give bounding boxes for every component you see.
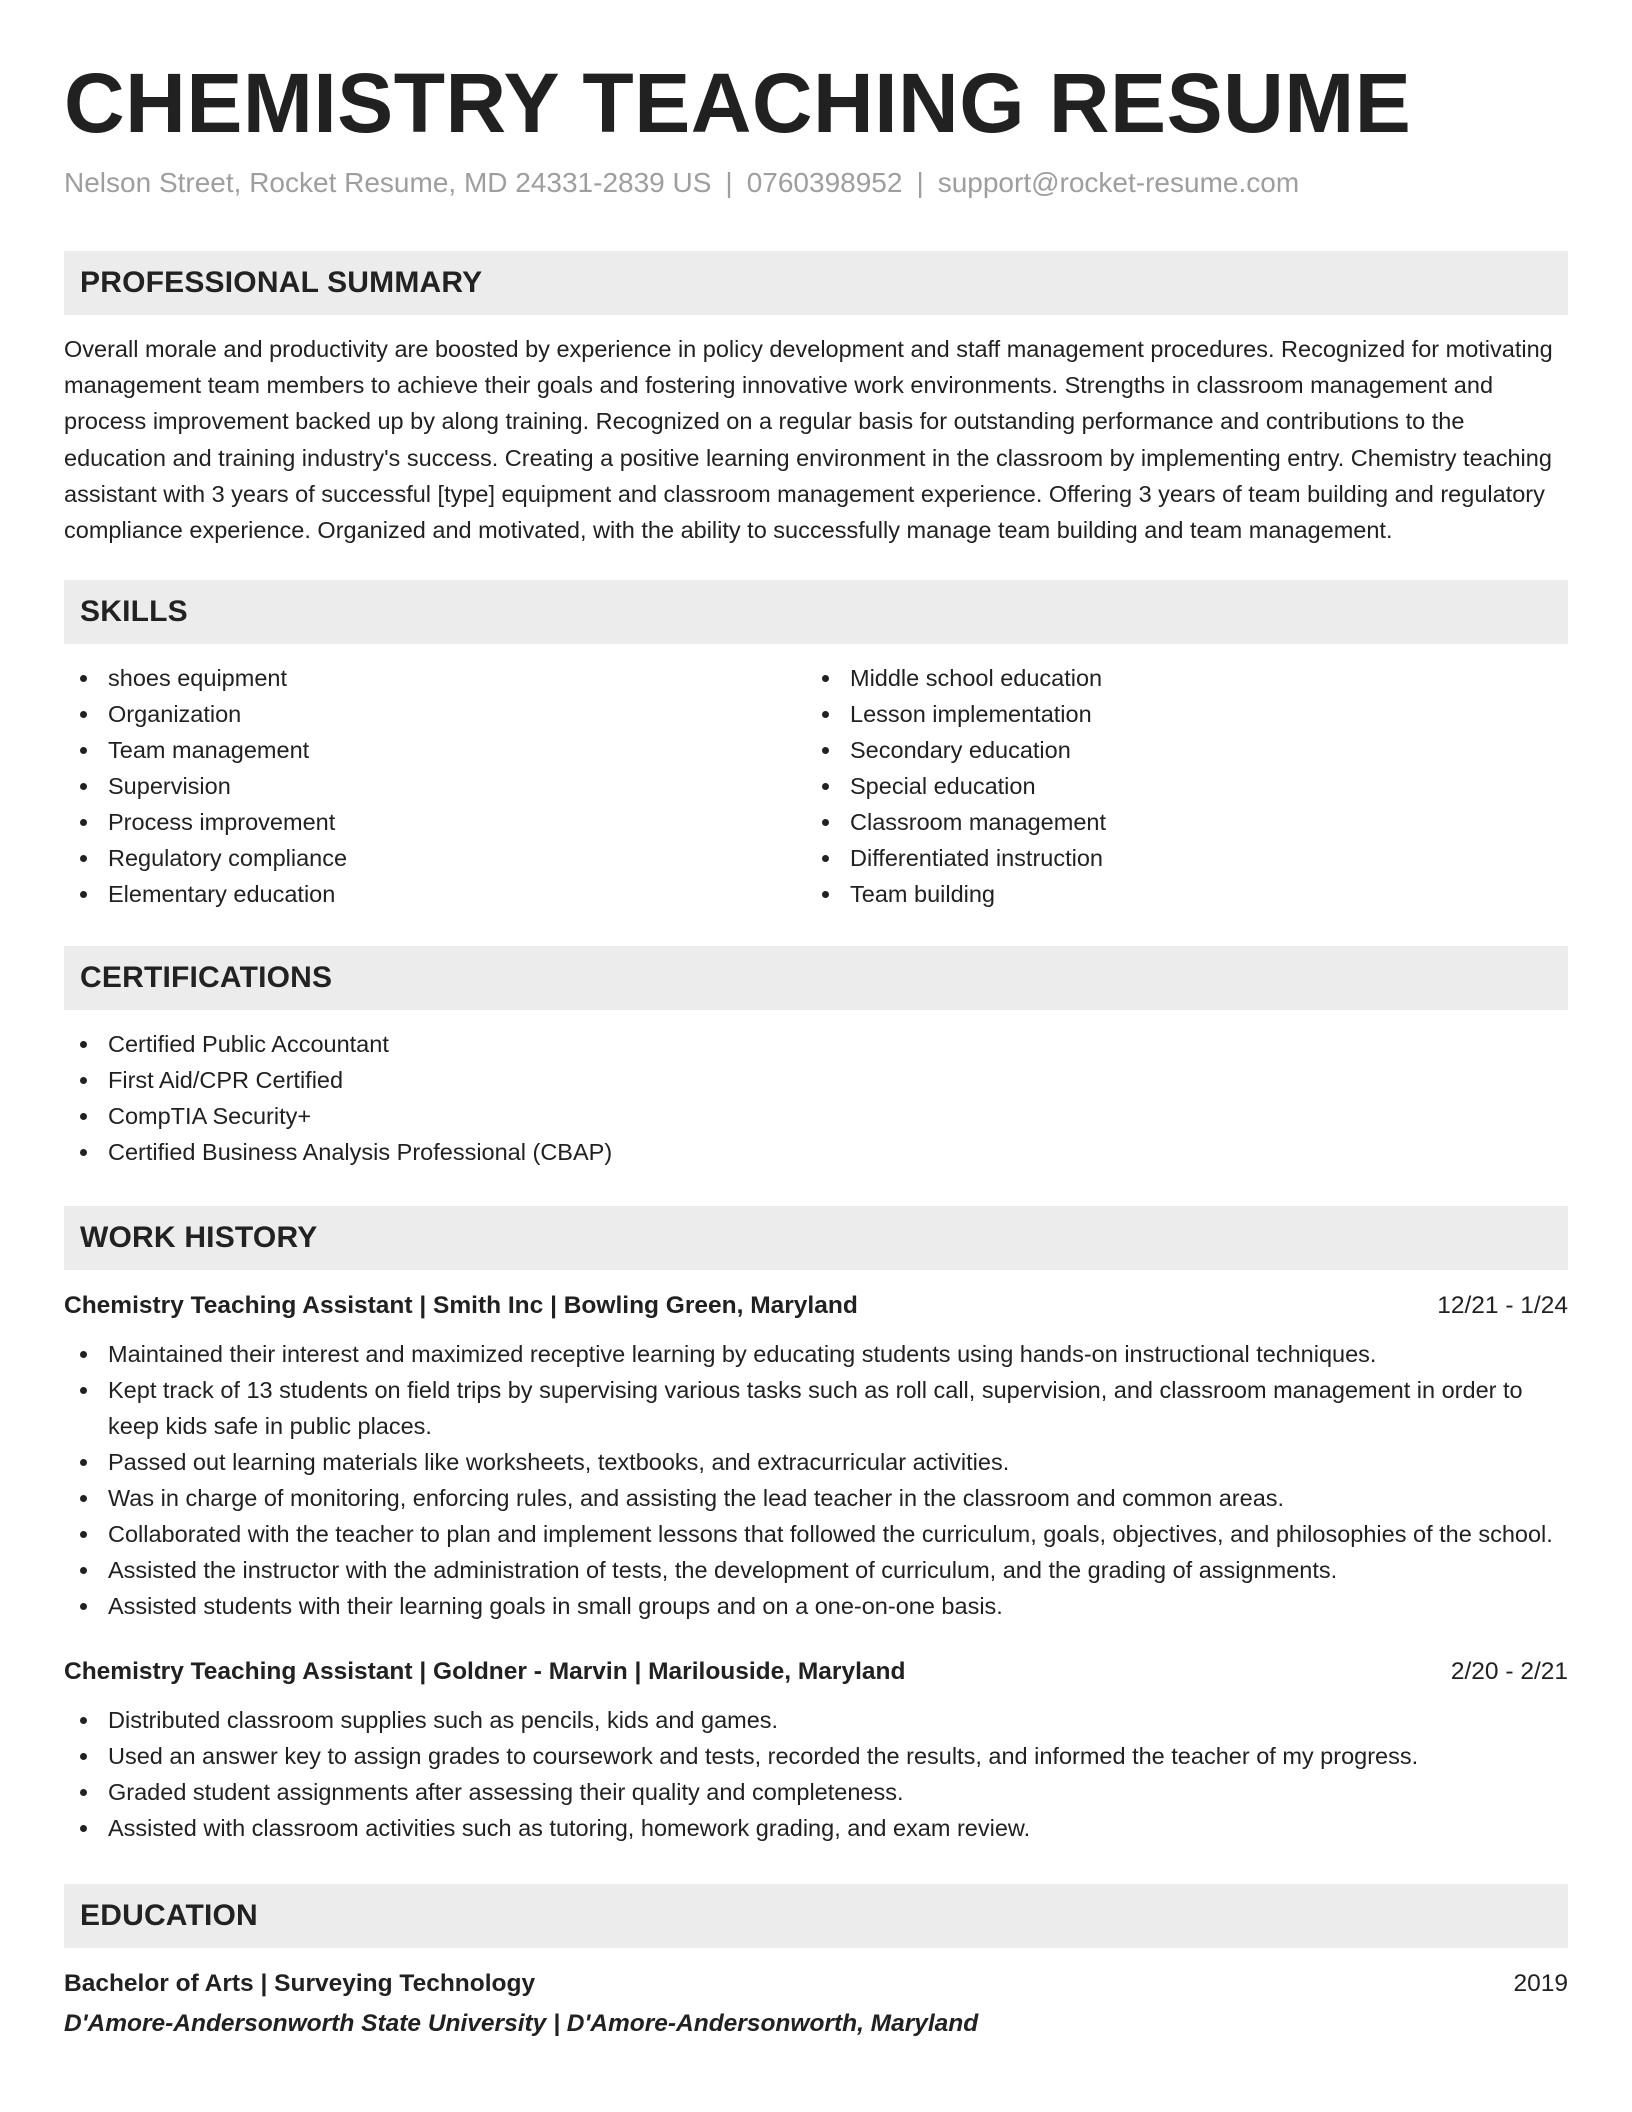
job-bullet: Collaborated with the teacher to plan and implement lessons that followed the curriculum, goals, objectives, and philosophies of the school. [64, 1516, 1568, 1552]
skill-item: shoes equipment [64, 660, 806, 696]
job-heading [64, 1290, 1568, 1322]
contact-line [64, 166, 1568, 200]
contact-address: Nelson Street, Rocket Resume, MD 24331-2839 US [64, 167, 712, 198]
job-bullet: Used an answer key to assign grades to coursework and tests, recorded the results, and informed the teacher of my progress. [64, 1738, 1568, 1774]
job-bullet: Maintained their interest and maximized receptive learning by educating students using hands-on instructional techniques. [64, 1336, 1568, 1372]
section-header-skills: SKILLS [64, 580, 1568, 644]
skill-item: Team building [806, 876, 1548, 912]
job-bullet: Assisted with classroom activities such as tutoring, homework grading, and exam review. [64, 1810, 1568, 1846]
section-header-summary: PROFESSIONAL SUMMARY [64, 251, 1568, 315]
skill-item: Special education [806, 768, 1548, 804]
summary-text: Overall morale and productivity are boosted by experience in policy development and staff management procedures. Recognized for motivating management team members to achieve their goals and fostering innovative work environments. Strengths in classroom management and process improvement backed up by along training. Recognized on a regular basis for outstanding performance and contributions to the education and training industry's success. Creating a positive learning environment in the classroom by implementing entry. Chemistry teaching assistant with 3 years of successful [type] equipment and classroom management experience. Offering 3 years of team building and regulatory compliance experience. Organized and motivated, with the ability to successfully manage team building and team management. [64, 336, 1553, 544]
job-bullet: Kept track of 13 students on field trips by supervising various tasks such as roll call, supervision, and classroom management in order to keep kids safe in public places. [64, 1372, 1568, 1444]
job-heading [64, 1656, 1568, 1688]
education-heading [64, 1968, 1568, 2000]
certification-item: Certified Public Accountant [64, 1026, 1568, 1062]
skill-item: Lesson implementation [806, 696, 1548, 732]
job-title: Chemistry Teaching Assistant | Goldner - Marvin | Marilouside, Maryland [64, 1658, 906, 1686]
job-bullets [64, 1336, 1568, 1624]
job-title: Chemistry Teaching Assistant | Smith Inc | Bowling Green, Maryland [64, 1292, 858, 1320]
skill-item: Middle school education [806, 660, 1548, 696]
job-bullet: Was in charge of monitoring, enforcing rules, and assisting the lead teacher in the classroom and common areas. [64, 1480, 1568, 1516]
skills-column-right [806, 660, 1548, 912]
job-bullet: Passed out learning materials like worksheets, textbooks, and extracurricular activities. [64, 1444, 1568, 1480]
education-degree: Bachelor of Arts | Surveying Technology [64, 1970, 536, 1998]
skill-item: Organization [64, 696, 806, 732]
skill-item: Elementary education [64, 876, 806, 912]
resume-title: CHEMISTRY TEACHING RESUME [64, 56, 1412, 150]
contact-phone: 0760398952 [746, 167, 903, 198]
resume-page [64, 0, 1568, 2040]
job-bullet: Assisted the instructor with the administration of tests, the development of curriculum, and the grading of assignments. [64, 1552, 1568, 1588]
skill-item: Supervision [64, 768, 806, 804]
section-header-certifications: CERTIFICATIONS [64, 946, 1568, 1010]
job-bullets [64, 1702, 1568, 1846]
skill-item: Process improvement [64, 804, 806, 840]
skills-column-left [64, 660, 806, 912]
certification-item: First Aid/CPR Certified [64, 1062, 1568, 1098]
skill-item: Classroom management [806, 804, 1548, 840]
contact-separator: | [916, 167, 924, 198]
section-header-work-history: WORK HISTORY [64, 1206, 1568, 1270]
skill-item: Team management [64, 732, 806, 768]
contact-separator: | [725, 167, 733, 198]
contact-email: support@rocket-resume.com [937, 167, 1300, 198]
job-dates: 12/21 - 1/24 [1437, 1292, 1568, 1320]
certification-item: CompTIA Security+ [64, 1098, 1568, 1134]
job-bullet: Graded student assignments after assessing their quality and completeness. [64, 1774, 1568, 1810]
job-bullet: Assisted students with their learning goals in small groups and on a one-on-one basis. [64, 1588, 1568, 1624]
job-dates: 2/20 - 2/21 [1450, 1658, 1568, 1686]
certification-item: Certified Business Analysis Professional (CBAP) [64, 1134, 1568, 1170]
job-bullet: Distributed classroom supplies such as pencils, kids and games. [64, 1702, 1568, 1738]
certifications-list [64, 1026, 1568, 1170]
skills-list-right [806, 660, 1548, 912]
skills-columns [64, 660, 1568, 912]
skill-item: Secondary education [806, 732, 1548, 768]
skill-item: Differentiated instruction [806, 840, 1548, 876]
education-school: D'Amore-Andersonworth State University | D'Amore-Andersonworth, Maryland [64, 2010, 979, 2038]
education-year: 2019 [1513, 1970, 1568, 1998]
skills-list-left [64, 660, 806, 912]
skill-item: Regulatory compliance [64, 840, 806, 876]
section-header-education: EDUCATION [64, 1884, 1568, 1948]
